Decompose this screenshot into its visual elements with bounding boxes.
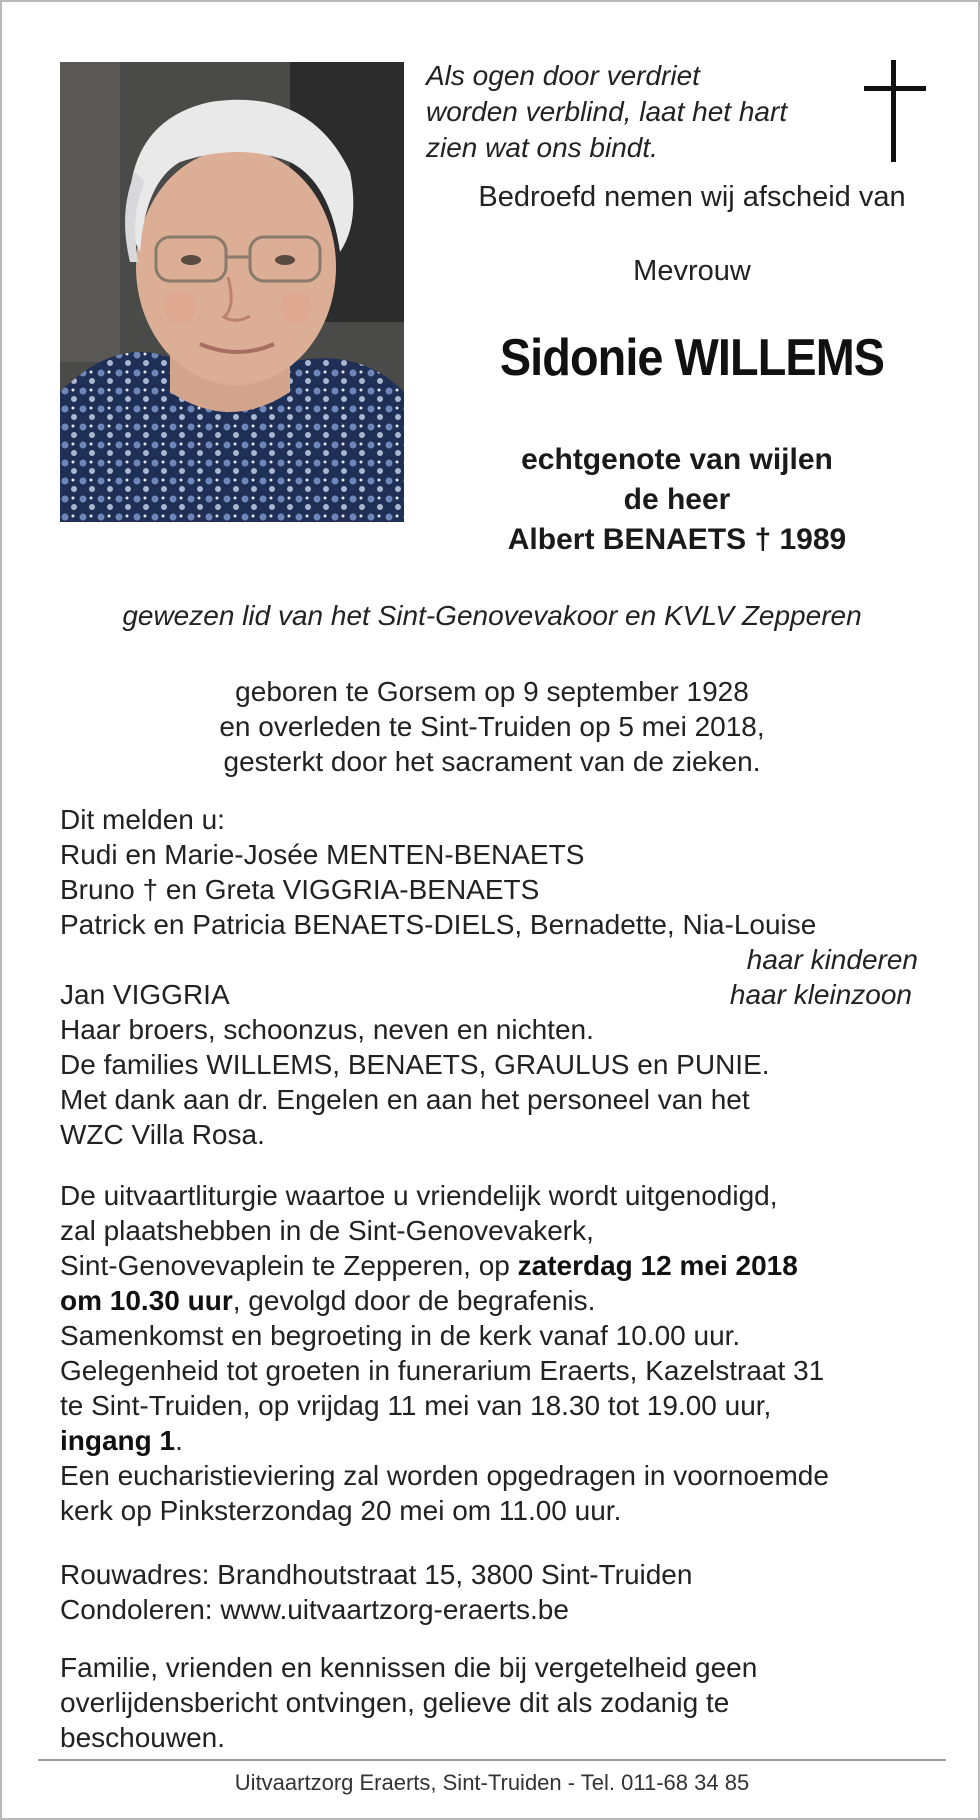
portrait-photo: [60, 62, 404, 522]
funeral-line: Een eucharistieviering zal worden opgedragen in voornoemde: [60, 1460, 829, 1491]
funeral-text: .: [175, 1425, 183, 1456]
grandson-name: Jan VIGGRIA: [60, 979, 230, 1010]
portrait-illustration: [60, 62, 404, 522]
family-line: Haar broers, schoonzus, neven en nichten.: [60, 1014, 594, 1045]
mourning-address: Rouwadres: Brandhoutstraat 15, 3800 Sint-Truiden: [60, 1559, 693, 1590]
condolence-link[interactable]: Condoleren: www.uitvaartzorg-eraerts.be: [60, 1594, 569, 1625]
note-line: Familie, vrienden en kennissen die bij vergetelheid geen: [60, 1652, 758, 1683]
funeral-line: [60, 1248, 930, 1283]
date-line: en overleden te Sint-Truiden op 5 mei 2018,: [219, 711, 765, 742]
address-section: [60, 1557, 930, 1627]
funeral-line: De uitvaartliturgie waartoe u vriendelijk wordt uitgenodigd,: [60, 1180, 778, 1211]
children-label: haar kinderen: [746, 944, 918, 975]
family-line: Met dank aan dr. Engelen en aan het personeel van het: [60, 1084, 750, 1115]
funeral-line: zal plaatshebben in de Sint-Genovevakerk,: [60, 1215, 594, 1246]
funeral-date: zaterdag 12 mei 2018: [517, 1250, 798, 1281]
note-line: beschouwen.: [60, 1722, 226, 1753]
spouse-line: de heer: [623, 483, 731, 516]
funeral-line: [60, 1283, 930, 1318]
memorial-verse: [426, 58, 866, 166]
grandson-label: haar kleinzoon: [729, 979, 912, 1010]
membership-text: gewezen lid van het Sint-Genovevakoor en KVLV Zepperen: [122, 600, 862, 631]
verse-line: worden verblind, laat het hart: [426, 96, 788, 127]
verse-line: zien wat ons bindt.: [426, 132, 658, 163]
grandson-row: [60, 977, 930, 1012]
verse-line: Als ogen door verdriet: [426, 60, 700, 91]
funeral-section: [60, 1178, 930, 1528]
funeral-line: te Sint-Truiden, op vrijdag 11 mei van 18.30 tot 19.00 uur,: [60, 1390, 772, 1421]
spouse-info: [422, 440, 932, 560]
family-section: [60, 802, 930, 1152]
date-line: gesterkt door het sacrament van de zieken.: [223, 746, 761, 777]
cross-icon: [864, 60, 926, 162]
funeral-line: Samenkomst en begroeting in de kerk vanaf 10.00 uur.: [60, 1320, 741, 1351]
funeral-time: om 10.30 uur: [60, 1285, 233, 1316]
date-line: geboren te Gorsem op 9 september 1928: [235, 676, 749, 707]
funeral-line: [60, 1423, 930, 1458]
spouse-line: echtgenote van wijlen: [521, 443, 833, 476]
spouse-line: Albert BENAETS † 1989: [507, 523, 847, 556]
funeral-text: Sint-Genovevaplein te Zepperen, op: [60, 1250, 518, 1281]
intro-text: Bedroefd nemen wij afscheid van: [478, 181, 906, 213]
entrance-label: ingang 1: [60, 1425, 176, 1456]
funeral-text: , gevolgd door de begrafenis.: [232, 1285, 596, 1316]
family-line: De families WILLEMS, BENAETS, GRAULUS en PUNIE.: [60, 1049, 770, 1080]
funeral-line: kerk op Pinksterzondag 20 mei om 11.00 uur.: [60, 1495, 622, 1526]
family-line: Patrick en Patricia BENAETS-DIELS, Bernadette, Nia-Louise: [60, 909, 817, 940]
family-line: Rudi en Marie-Josée MENTEN-BENAETS: [60, 839, 585, 870]
funeral-home-footer: Uitvaartzorg Eraerts, Sint-Truiden - Tel. 011-68 34 85: [234, 1770, 750, 1795]
family-lead: Dit melden u:: [60, 804, 225, 835]
closing-note: [60, 1650, 930, 1755]
note-line: overlijdensbericht ontvingen, gelieve dit als zodanig te: [60, 1687, 730, 1718]
life-dates: [42, 674, 942, 779]
funeral-line: Gelegenheid tot groeten in funerarium Eraerts, Kazelstraat 31: [60, 1355, 825, 1386]
family-line: Bruno † en Greta VIGGRIA-BENAETS: [60, 874, 540, 905]
footer-divider: [38, 1759, 946, 1761]
deceased-name: Sidonie WILLEMS: [499, 329, 885, 387]
family-line: WZC Villa Rosa.: [60, 1119, 265, 1150]
honorific: Mevrouw: [633, 255, 751, 287]
